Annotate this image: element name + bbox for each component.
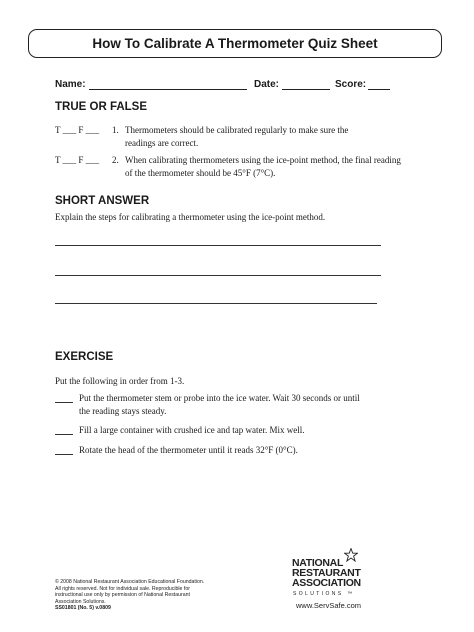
score-label: Score: <box>335 79 367 90</box>
date-field[interactable] <box>282 89 330 90</box>
logo-text: NATIONAL <box>292 557 344 569</box>
copyright-line: © 2008 National Restaurant Association Educational Foundation. <box>55 579 205 585</box>
tf-2-text-line2: of the thermometer should be 45°F (7°C). <box>125 168 276 178</box>
date-label: Date: <box>254 79 280 90</box>
tf-1-prefix[interactable]: T ___ F ___ <box>55 125 100 135</box>
logo-text: SOLUTIONS ™ <box>293 591 355 597</box>
copyright-line: instructional use only by permission of National Restaurant <box>55 592 190 599</box>
copyright-line: Association Solutions. <box>55 598 106 605</box>
exercise-item-1-line2: the reading stays steady. <box>79 406 167 416</box>
copyright-notice <box>55 579 205 612</box>
website-link[interactable]: www.ServSafe.com <box>296 601 362 610</box>
exercise-heading: EXERCISE <box>55 351 114 363</box>
order-blank-2[interactable] <box>55 434 73 435</box>
order-blank-3[interactable] <box>55 454 73 455</box>
exercise-instruction: Put the following in order from 1-3. <box>55 376 185 386</box>
document-code: SS01801 (No. 5) v.0809 <box>55 605 111 612</box>
tf-1-text-line1: Thermometers should be calibrated regularly to make sure the <box>125 125 349 135</box>
star-icon <box>344 548 358 562</box>
short-answer-heading: SHORT ANSWER <box>55 195 150 207</box>
order-blank-1[interactable] <box>55 402 73 403</box>
logo-text: ASSOCIATION <box>292 577 361 589</box>
copyright-line: All rights reserved. Not for individual sale. Reproducible for <box>55 585 190 592</box>
exercise-item-1-line1: Put the thermometer stem or probe into the ice water. Wait 30 seconds or until <box>79 393 360 403</box>
score-field[interactable] <box>368 89 390 90</box>
answer-line[interactable] <box>55 303 377 304</box>
tf-2-number: 2. <box>112 155 119 165</box>
true-false-heading: TRUE OR FALSE <box>55 101 148 113</box>
tf-1-number: 1. <box>112 125 119 135</box>
name-field[interactable] <box>89 89 247 90</box>
exercise-item-3: Rotate the head of the thermometer until it reads 32°F (0°C). <box>79 445 298 455</box>
answer-line[interactable] <box>55 245 381 246</box>
nra-solutions-logo <box>292 548 372 600</box>
tf-1-text-line2: readings are correct. <box>125 138 199 148</box>
tf-2-prefix[interactable]: T ___ F ___ <box>55 155 100 165</box>
answer-line[interactable] <box>55 275 381 276</box>
short-answer-prompt: Explain the steps for calibrating a thermometer using the ice-point method. <box>55 212 326 222</box>
title-box <box>28 29 442 58</box>
page-title: How To Calibrate A Thermometer Quiz Sheet <box>92 36 378 51</box>
logo-text: RESTAURANT <box>292 567 361 579</box>
name-label: Name: <box>55 79 86 90</box>
tf-2-text-line1: When calibrating thermometers using the ice-point method, the final reading <box>125 155 401 165</box>
exercise-item-2: Fill a large container with crushed ice and tap water. Mix well. <box>79 425 305 435</box>
